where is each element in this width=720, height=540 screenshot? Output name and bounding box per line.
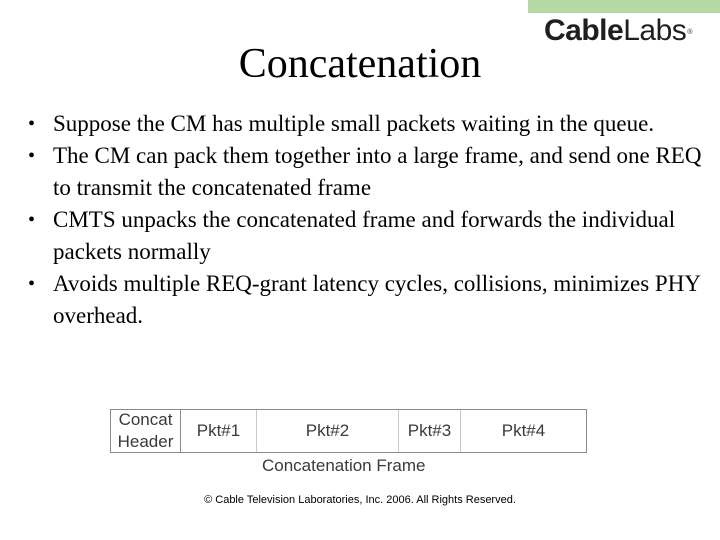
bullet-icon: • bbox=[28, 145, 36, 167]
slide-title: Concatenation bbox=[238, 41, 482, 87]
concat-header-line1: Concat bbox=[118, 410, 173, 429]
concat-header-cell bbox=[111, 410, 181, 452]
bullet-icon: • bbox=[28, 273, 36, 295]
packet-cell-4: Pkt#4 bbox=[501, 421, 546, 440]
concat-header-line2: Header bbox=[117, 432, 174, 451]
logo-part-labs: Labs bbox=[623, 14, 687, 47]
accent-bar bbox=[528, 0, 720, 13]
logo-part-cable: Cable bbox=[544, 14, 624, 47]
bullet-text: Avoids multiple REQ-grant latency cycles, collisions, minimizes PHY overhead. bbox=[53, 271, 701, 328]
frame-label: Concatenation Frame bbox=[262, 456, 426, 475]
bullet-text: Suppose the CM has multiple small packets waiting in the queue. bbox=[53, 111, 655, 136]
bullet-item bbox=[28, 108, 708, 140]
bullet-icon: • bbox=[28, 209, 36, 231]
concatenation-frame-diagram bbox=[110, 409, 587, 453]
packet-cell-2: Pkt#2 bbox=[257, 410, 399, 452]
bullet-list bbox=[28, 108, 708, 332]
bullet-item bbox=[28, 140, 708, 204]
packet-cell-1: Pkt#1 bbox=[181, 410, 257, 452]
cablelabs-logo bbox=[544, 14, 692, 48]
bullet-text: CMTS unpacks the concatenated frame and forwards the individual packets normally bbox=[53, 207, 676, 264]
bullet-icon: • bbox=[28, 113, 36, 135]
logo-registered-mark: ® bbox=[687, 29, 692, 36]
bullet-item bbox=[28, 268, 708, 332]
copyright-footer: © Cable Television Laboratories, Inc. 2006. All Rights Reserved. bbox=[204, 494, 516, 506]
bullet-item bbox=[28, 204, 708, 268]
bullet-text: The CM can pack them together into a large frame, and send one REQ to transmit the concatenated frame bbox=[53, 143, 702, 200]
packet-cell-3: Pkt#3 bbox=[399, 410, 461, 452]
